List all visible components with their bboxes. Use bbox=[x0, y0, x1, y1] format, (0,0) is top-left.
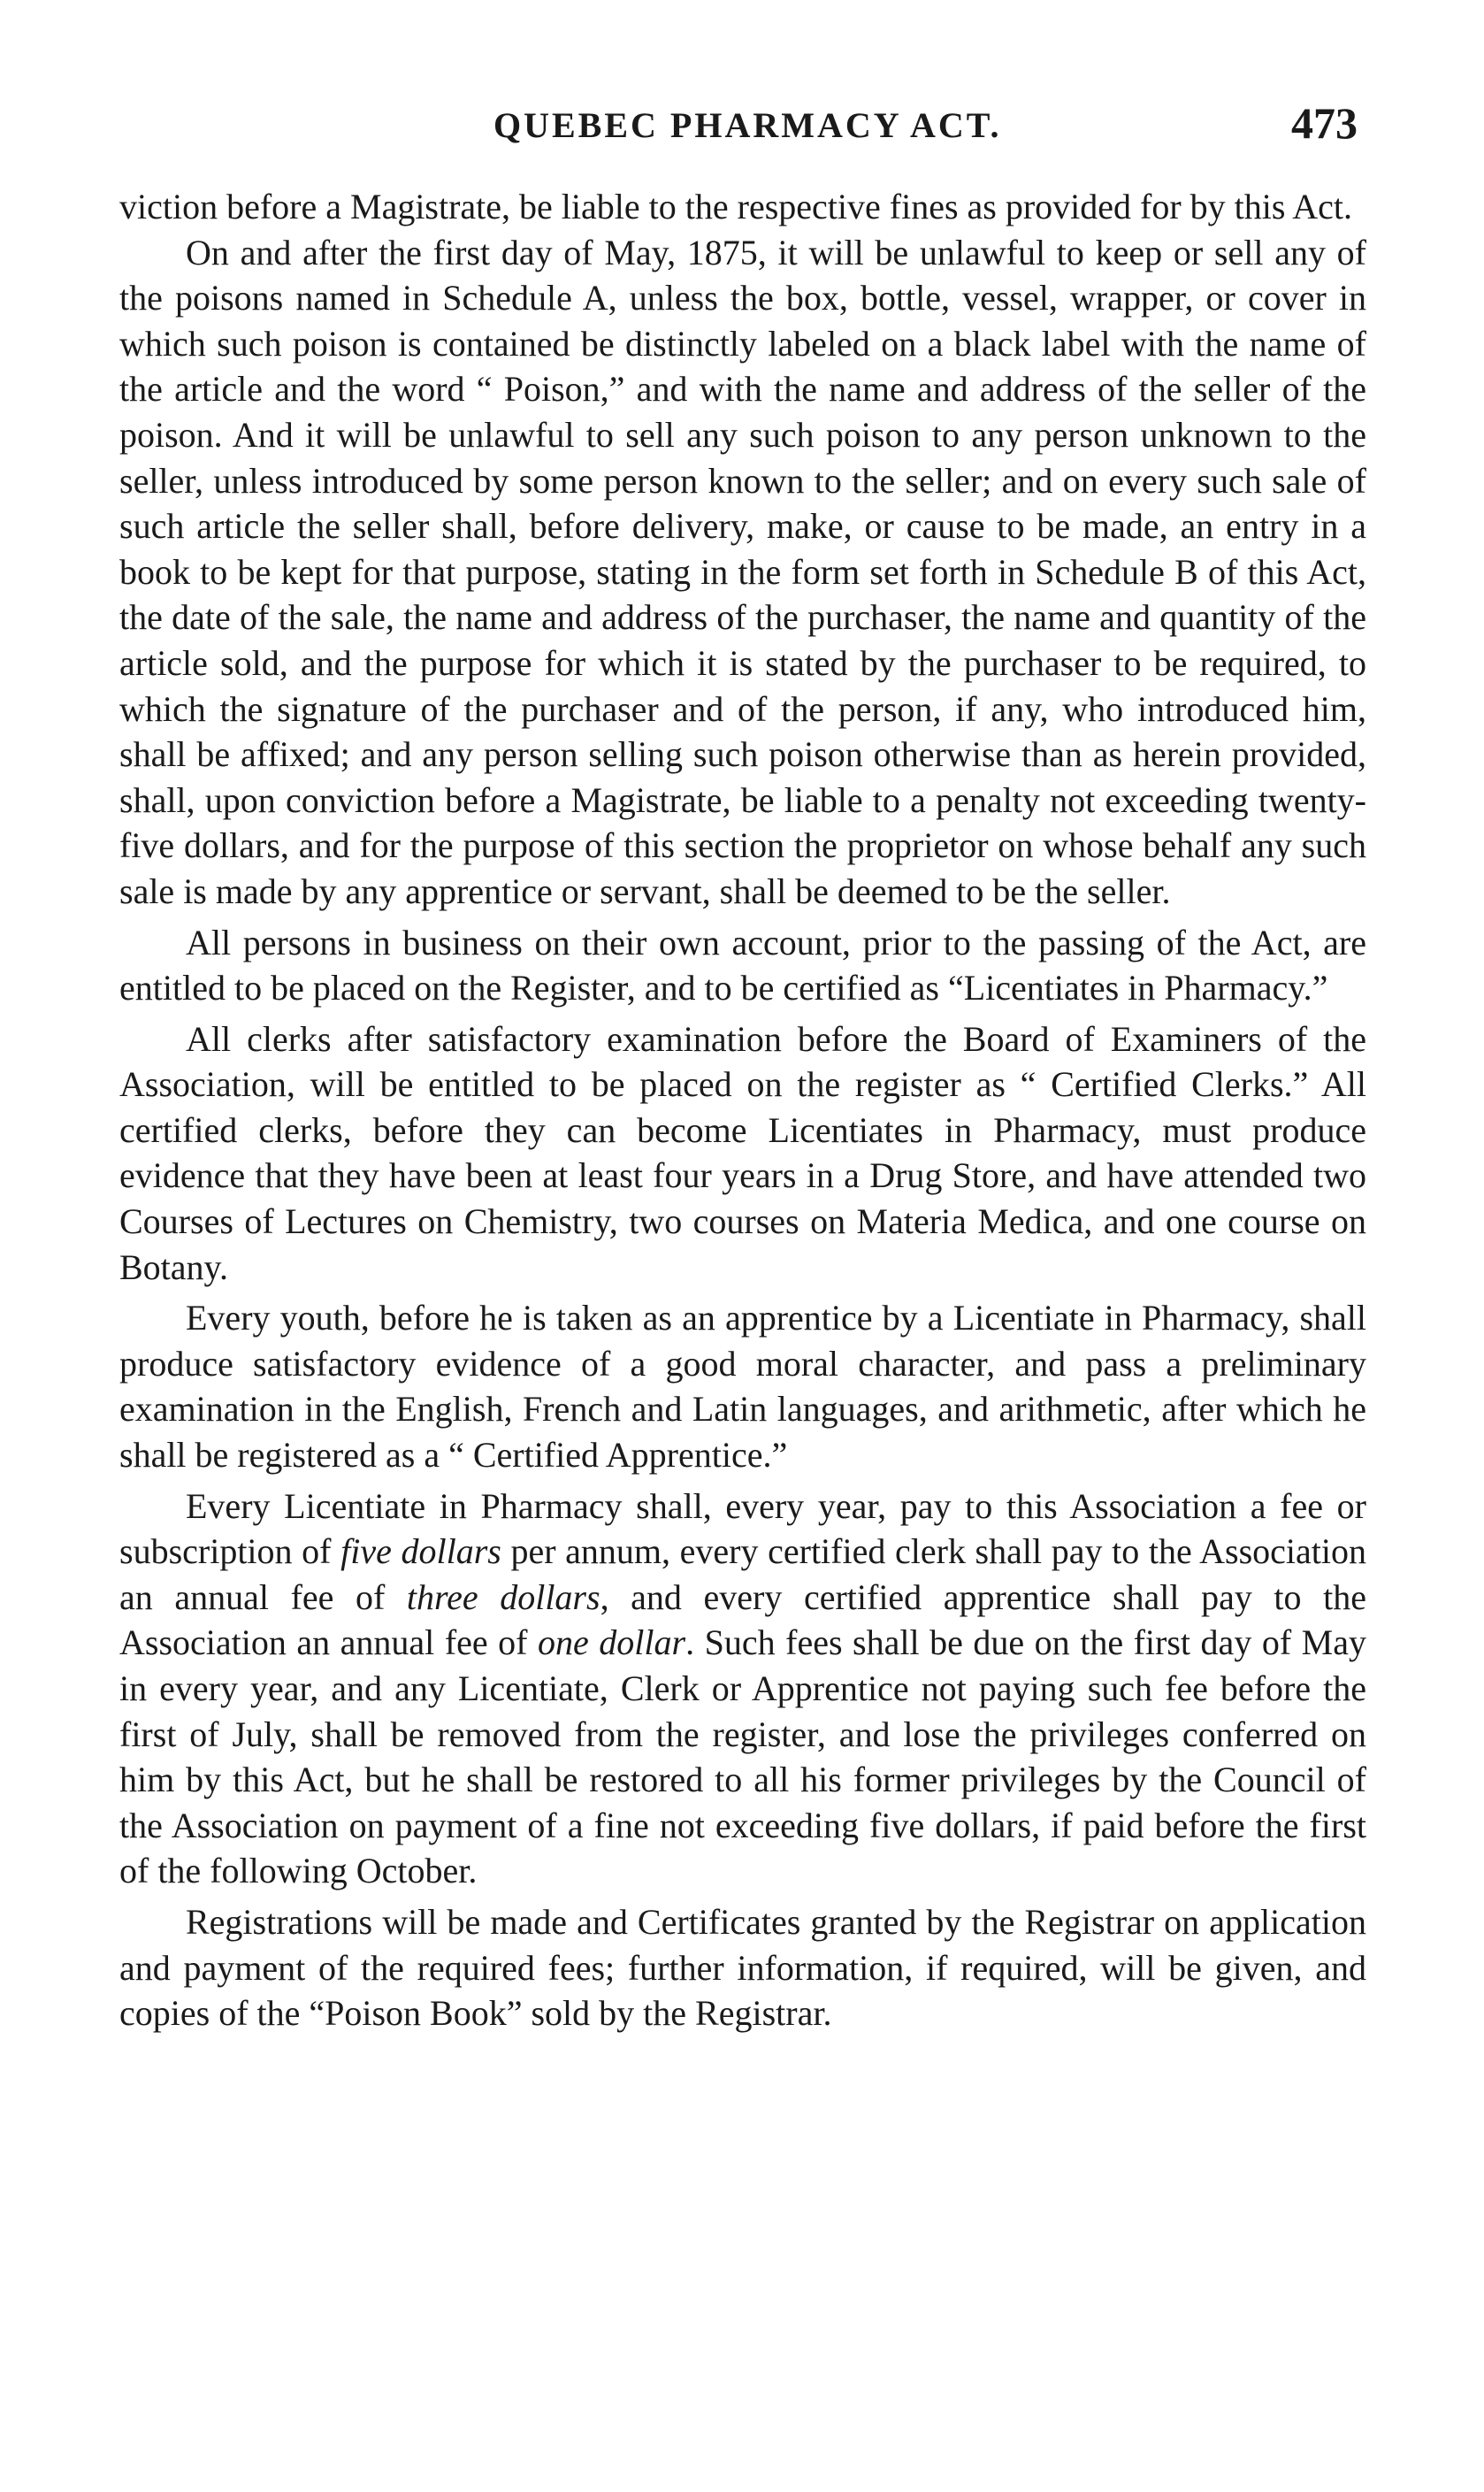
page-number: 473 bbox=[1291, 98, 1358, 148]
running-head bbox=[0, 98, 1484, 157]
running-title: QUEBEC PHARMACY ACT. bbox=[493, 105, 1002, 145]
paragraph-licentiates: All persons in business on their own account, prior to the passing of the Act, are entitled to be placed on the Register, and to be certified as “Licentiates in Pharmacy.” bbox=[119, 922, 1366, 1008]
body-text bbox=[119, 184, 1366, 2036]
fees-text-3: , and every certified apprentice shall pay to the Association an annual fee of bbox=[119, 1576, 1367, 1663]
paragraph-continuation: viction before a Magistrate, be liable to the respective fines as provided for by this Act. bbox=[119, 187, 1353, 226]
fee-clerk: three dollars bbox=[406, 1576, 600, 1617]
fees-text-2: per annum, every certified clerk shall pay to the Association an annual fee of bbox=[119, 1531, 1366, 1617]
paragraph-certified-clerks: All clerks after satisfactory examination before the Board of Examiners of the Association, will be entitled to be placed on the register as “ Certified Clerks.” All certified clerks, before they can become Licentiates in Pharmacy, must produce evidence that they have been at least four years in a Drug Store, and have attended two Courses of Lectures on Chemistry, two courses on Materia Medica, and one course on Botany. bbox=[119, 1018, 1366, 1287]
fees-text-1: Every Licentiate in Pharmacy shall, every year, pay to this Association a fee or subscription of bbox=[119, 1485, 1366, 1572]
fee-apprentice: one dollar bbox=[538, 1622, 686, 1663]
paragraph-annual-fees bbox=[119, 1484, 1366, 1894]
paragraph-apprentices: Every youth, before he is taken as an apprentice by a Licentiate in Pharmacy, shall produce satisfactory evidence of a good moral character, and pass a preliminary examination in the English, French and Latin languages, and arithmetic, after which he shall be registered as a “ Certified Apprentice.” bbox=[119, 1298, 1366, 1476]
paragraph-poison-labeling: On and after the first day of May, 1875, it will be unlawful to keep or sell any of the poisons named in Schedule A, unless the box, bottle, vessel, wrapper, or cover in which such poison is contained be distinctly labeled on a black label with the name of the article and the word “ Poison,” and with the name and address of the seller of the poison. And it will be unlawful to sell any such poison to any person unknown to the seller, unless introduced by some person known to the seller; and on every such sale of such article the seller shall, before delivery, make, or cause to be made, an entry in a book to be kept for that purpose, stating in the form set forth in Schedule B of this Act, the date of the sale, the name and address of the purchaser, the name and quantity of the article sold, and the purpose for which it is stated by the purchaser to be required, to which the signature of the purchaser and of the person, if any, who introduced him, shall be affixed; and any person selling such poison otherwise than as herein provided, shall, upon conviction before a Magistrate, be liable to a penalty not exceeding twenty-five dollars, and for the purpose of this section the proprietor on whose behalf any such sale is made by any apprentice or servant, shall be deemed to be the seller. bbox=[119, 232, 1366, 911]
fee-licentiate: five dollars bbox=[340, 1531, 501, 1572]
fees-text-4: . Such fees shall be due on the first day of May in every year, and any Licentiate, Clerk or Apprentice not paying such fee before the first of July, shall be removed from the register, and lose the privileges conferred on him by this Act, but he shall be restored to all his former privileges by the Council of the Association on payment of a fine not exceeding five dollars, if paid before the first of the following October. bbox=[119, 1622, 1367, 1891]
paragraph-registrations: Registrations will be made and Certificates granted by the Registrar on application and payment of the required fees; further information, if required, will be given, and copies of the “Poison Book” sold by the Registrar. bbox=[119, 1901, 1366, 2034]
